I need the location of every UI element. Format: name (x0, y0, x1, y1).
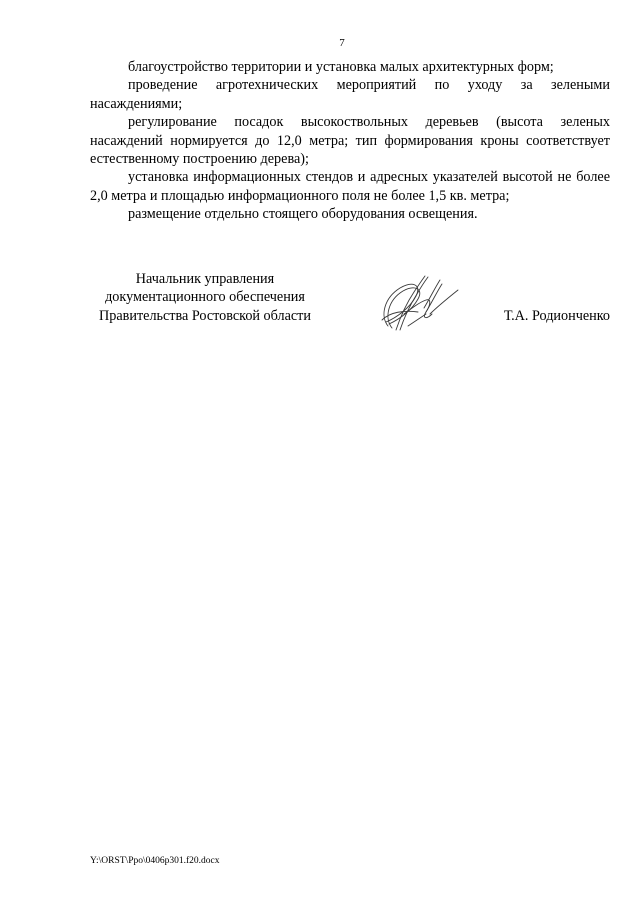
document-body (90, 58, 610, 224)
file-path-footer: Y:\ORST\Ppo\0406p301.f20.docx (90, 856, 220, 866)
signer-position-line: Начальник управления (135, 271, 275, 287)
signer-position (90, 270, 320, 325)
signer-position-line: документационного обеспечения (105, 289, 305, 306)
list-item-paragraph: проведение агротехнических мероприятий по уходу за зелеными насаждениями; (90, 77, 610, 112)
list-item-paragraph: благоустройство территории и установка малых архитектурных форм; (128, 59, 554, 75)
page-number: 7 (339, 37, 345, 49)
signature-block (90, 270, 610, 340)
list-item-paragraph: установка информационных стендов и адресных указателей высотой не более 2,0 метра и площадью информационного поля не более 1,5 кв. метра; (90, 169, 610, 204)
handwritten-signature (370, 272, 460, 338)
list-item-paragraph: размещение отдельно стоящего оборудования освещения. (128, 206, 478, 223)
signer-position-line: Правительства Ростовской области (99, 307, 311, 324)
list-item-paragraph: регулирование посадок высокоствольных деревьев (высота зеленых насаждений нормируется до 12,0 метра; тип формирования кроны соответствует естественному построению дерева); (90, 114, 610, 168)
signer-name: Т.А. Родионченко (503, 307, 610, 324)
